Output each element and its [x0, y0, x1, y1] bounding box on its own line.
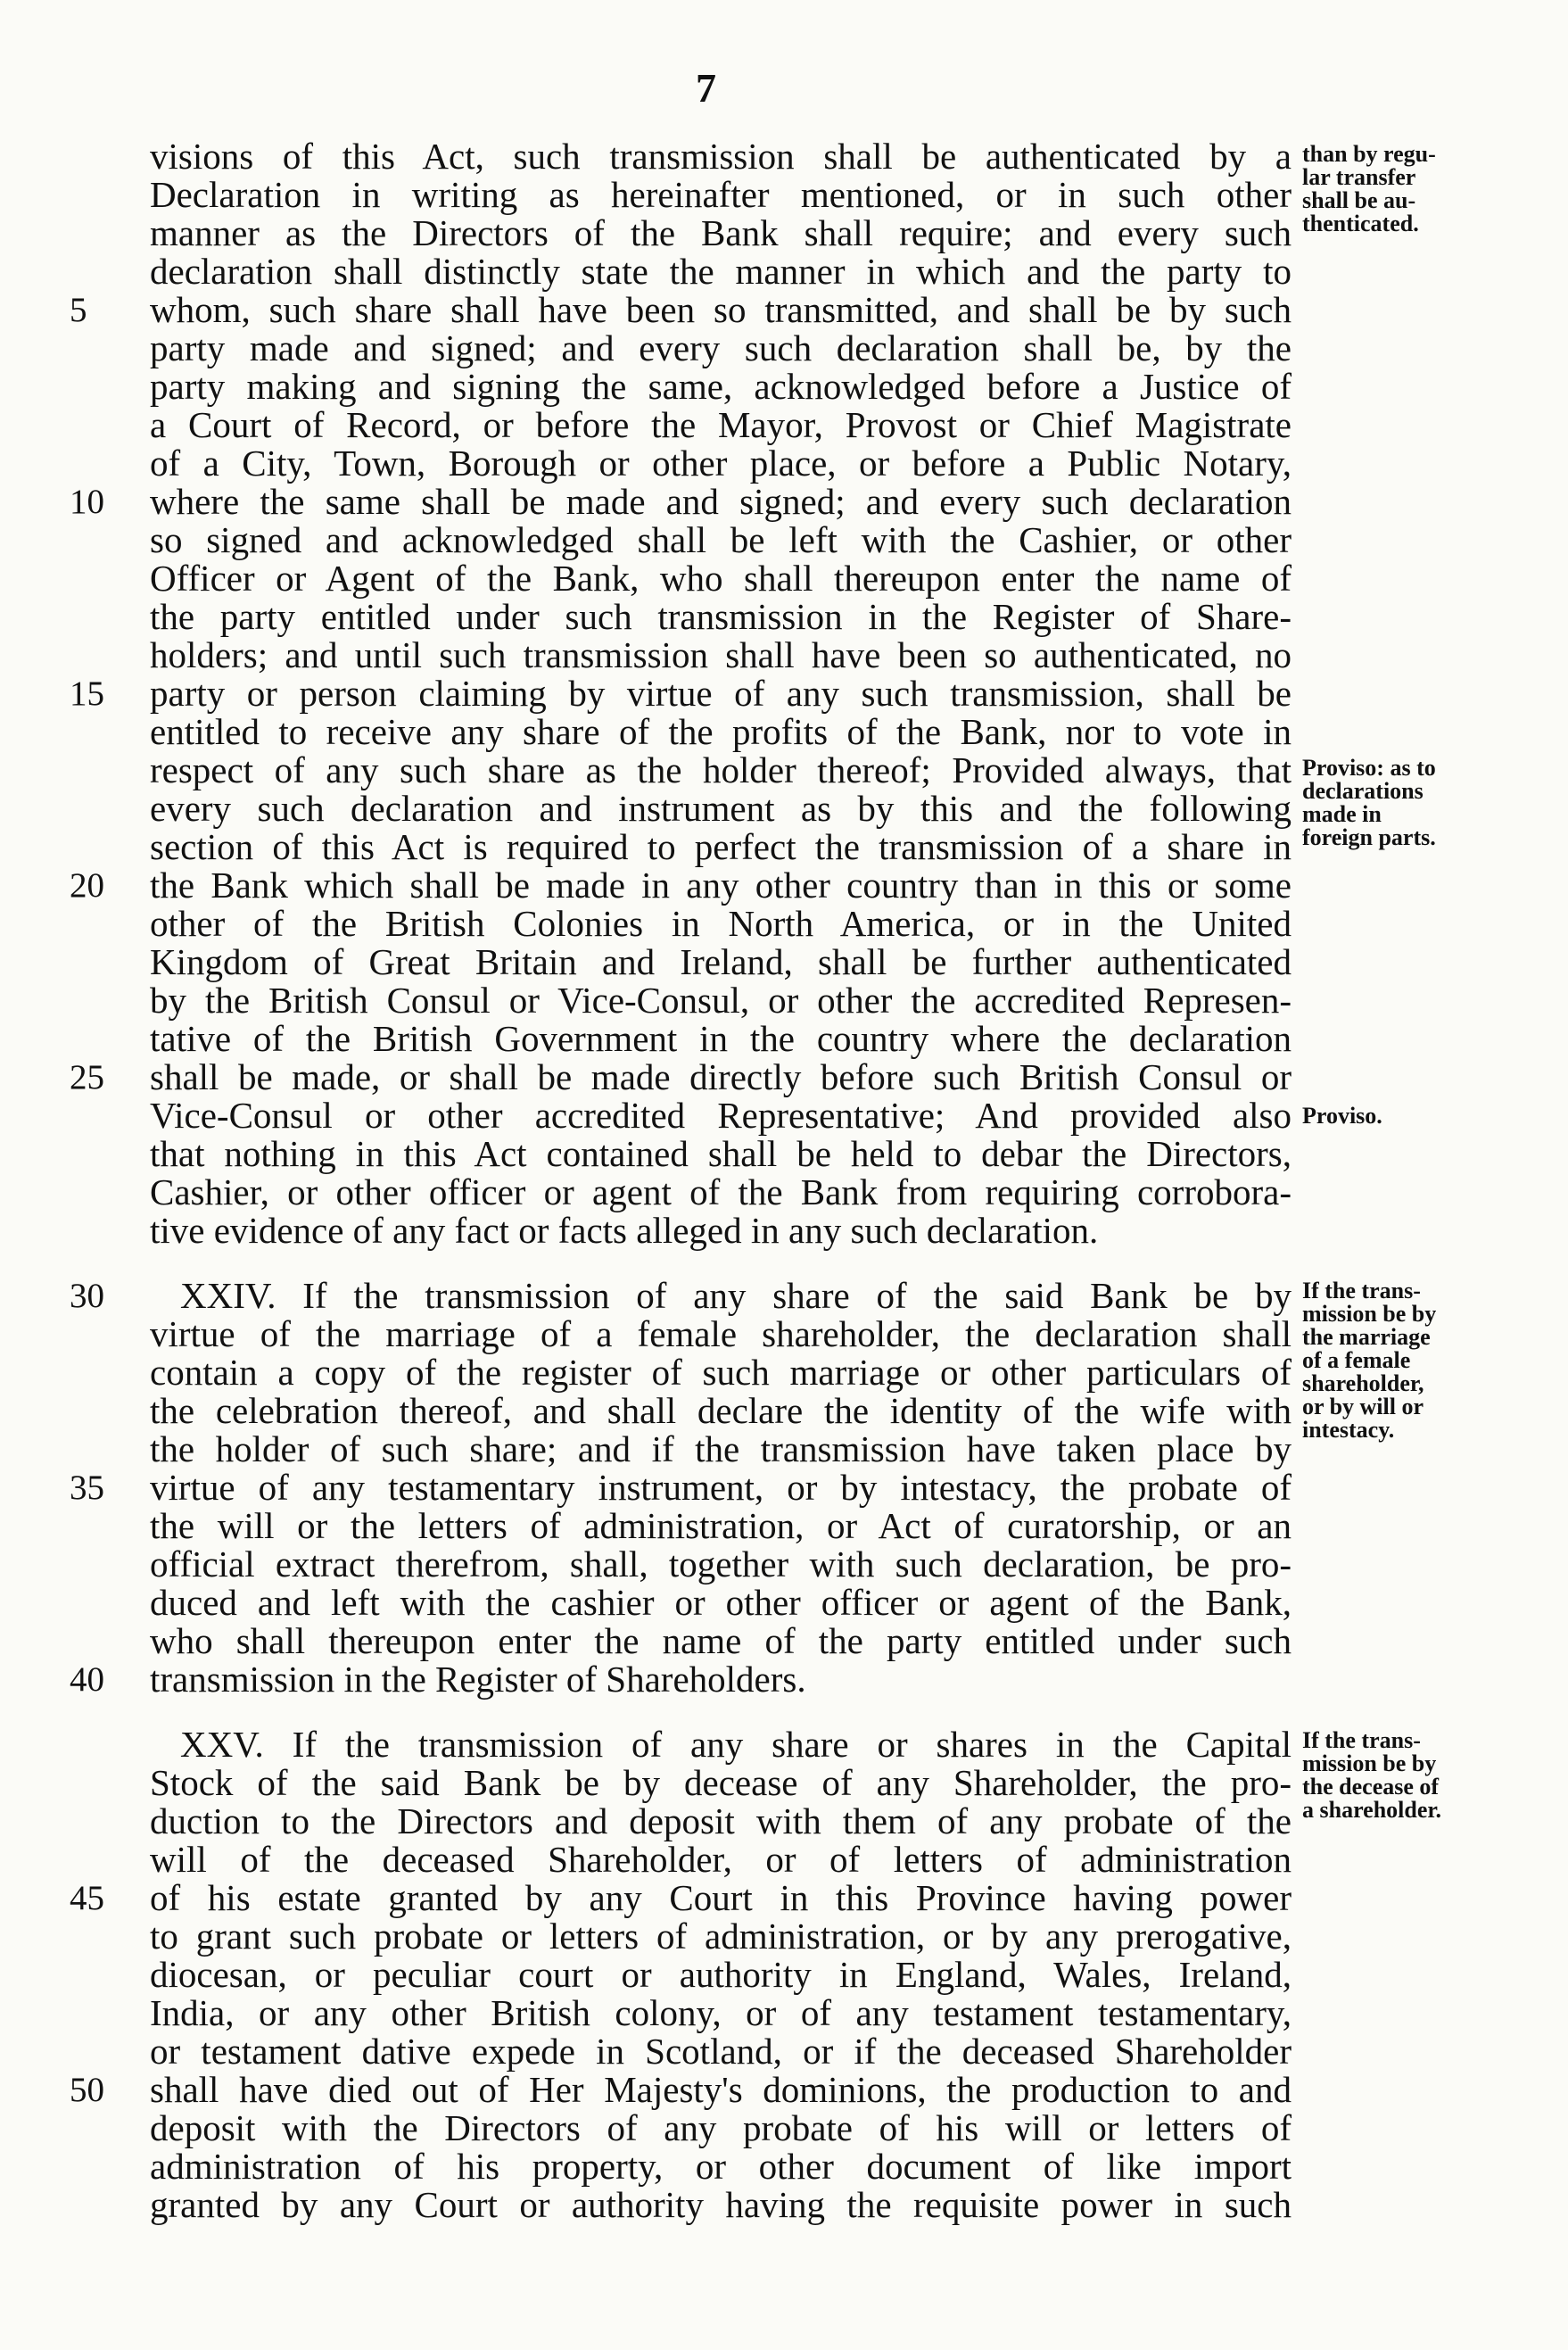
line-number: 40 [70, 1660, 104, 1699]
body-line: deposit with the Directors of any probate of his will or letters of [150, 2107, 1292, 2148]
margin-note-line: foreign parts. [1302, 824, 1436, 850]
margin-note-proviso [1302, 1105, 1561, 1128]
margin-note-line: of a female [1302, 1347, 1411, 1373]
body-line: by the British Consul or Vice-Consul, or other the accredited Represen- [150, 980, 1292, 1021]
body-line: the Bank which shall be made in any other country than in this or some [150, 865, 1292, 906]
body-line: party making and signing the same, acknowledged before a Justice of [150, 366, 1292, 407]
line-number: 30 [70, 1277, 104, 1315]
margin-note-line: shall be au- [1302, 187, 1416, 213]
margin-note-line: mission be by [1302, 1301, 1437, 1327]
body-line: manner as the Directors of the Bank shall require; and every such [150, 212, 1292, 253]
margin-note-line: Proviso. [1302, 1103, 1382, 1129]
line-number: 50 [70, 2071, 104, 2109]
body-line: granted by any Court or authority having the requisite power in such [150, 2184, 1292, 2225]
body-line: official extract therefrom, shall, together with such declaration, be pro- [150, 1543, 1292, 1585]
margin-note-marriage-transmission [1302, 1279, 1561, 1442]
body-line: Stock of the said Bank be by decease of any Shareholder, the pro- [150, 1762, 1292, 1803]
section-heading-line: XXIV. If the transmission of any share of the said Bank be by [180, 1275, 1292, 1316]
body-line: party or person claiming by virtue of any such transmission, shall be [150, 673, 1292, 714]
line-number: 45 [70, 1879, 104, 1917]
body-line: virtue of the marriage of a female shareholder, the declaration shall [150, 1313, 1292, 1354]
margin-note-line: shareholder, [1302, 1370, 1424, 1396]
body-line: section of this Act is required to perfect the transmission of a share in [150, 826, 1292, 867]
margin-note-line: mission be by [1302, 1750, 1437, 1776]
margin-note-line: thenticated. [1302, 211, 1419, 236]
margin-note-line: or by will or [1302, 1394, 1424, 1419]
body-line: respect of any such share as the holder thereof; Provided always, that [150, 749, 1292, 790]
body-line: entitled to receive any share of the profits of the Bank, nor to vote in [150, 711, 1292, 752]
section-heading-line: XXV. If the transmission of any share or shares in the Capital [180, 1724, 1292, 1765]
body-line: a Court of Record, or before the Mayor, Provost or Chief Magistrate [150, 404, 1292, 445]
margin-note-line: intestacy. [1302, 1417, 1395, 1443]
line-number: 5 [70, 291, 87, 329]
page-number: 7 [696, 65, 716, 111]
margin-note-decease-transmission [1302, 1729, 1561, 1822]
body-line: where the same shall be made and signed; and every such declaration [150, 481, 1292, 522]
body-line: that nothing in this Act contained shall be held to debar the Directors, [150, 1133, 1292, 1174]
body-line: tive evidence of any fact or facts alleged in any such declaration. [150, 1210, 1099, 1251]
body-line: the holder of such share; and if the transmission have taken place by [150, 1428, 1292, 1469]
margin-note-line: made in [1302, 801, 1382, 827]
margin-note-line: declarations [1302, 778, 1424, 804]
body-line: every such declaration and instrument as by this and the following [150, 788, 1292, 829]
body-line: Officer or Agent of the Bank, who shall thereupon enter the name of [150, 558, 1292, 599]
body-line: Vice-Consul or other accredited Representative; And provided also [150, 1095, 1292, 1136]
body-line: transmission in the Register of Shareholders. [150, 1659, 806, 1700]
body-line: India, or any other British colony, or of any testament testamentary, [150, 1992, 1292, 2033]
body-line: or testament dative expede in Scotland, or if the deceased Shareholder [150, 2031, 1292, 2072]
margin-note-line: lar transfer [1302, 164, 1416, 190]
margin-note-regular-transfer [1302, 143, 1561, 236]
body-line: will of the deceased Shareholder, or of letters of administration [150, 1839, 1292, 1880]
margin-note-line: If the trans- [1302, 1278, 1421, 1303]
body-line: administration of his property, or other document of like import [150, 2146, 1292, 2187]
body-line: diocesan, or peculiar court or authority in England, Wales, Ireland, [150, 1954, 1292, 1995]
body-line: visions of this Act, such transmission shall be authenticated by a [150, 136, 1292, 177]
line-number: 35 [70, 1469, 104, 1507]
body-line: declaration shall distinctly state the manner in which and the party to [150, 251, 1292, 292]
margin-note-line: a shareholder. [1302, 1797, 1442, 1823]
body-line: holders; and until such transmission shall have been so authenticated, no [150, 634, 1292, 675]
line-number: 25 [70, 1058, 104, 1096]
body-line: the will or the letters of administration, or Act of curatorship, or an [150, 1505, 1292, 1546]
body-line: so signed and acknowledged shall be left with the Cashier, or other [150, 519, 1292, 560]
line-number: 10 [70, 483, 104, 521]
margin-note-foreign-declarations [1302, 757, 1561, 849]
body-line: virtue of any testamentary instrument, or by intestacy, the probate of [150, 1467, 1292, 1508]
body-line: whom, such share shall have been so transmitted, and shall be by such [150, 289, 1292, 330]
margin-note-line: Proviso: as to [1302, 755, 1436, 781]
line-number: 20 [70, 866, 104, 905]
body-line: to grant such probate or letters of administration, or by any prerogative, [150, 1916, 1292, 1957]
line-number: 15 [70, 674, 104, 713]
body-line: the celebration thereof, and shall declare the identity of the wife with [150, 1390, 1292, 1431]
body-line: Kingdom of Great Britain and Ireland, shall be further authenticated [150, 941, 1292, 982]
body-line: shall be made, or shall be made directly before such British Consul or [150, 1056, 1292, 1097]
margin-note-line: than by regu- [1302, 141, 1436, 167]
body-line: of his estate granted by any Court in this Province having power [150, 1877, 1292, 1918]
body-line: shall have died out of Her Majesty's dominions, the production to and [150, 2069, 1292, 2110]
body-line: who shall thereupon enter the name of the party entitled under such [150, 1620, 1292, 1661]
body-line: party made and signed; and every such declaration shall be, by the [150, 327, 1292, 368]
body-line: contain a copy of the register of such marriage or other particulars of [150, 1352, 1292, 1393]
margin-note-line: the marriage [1302, 1324, 1431, 1350]
margin-note-line: the decease of [1302, 1774, 1440, 1800]
body-line: Declaration in writing as hereinafter mentioned, or in such other [150, 174, 1292, 215]
body-line: Cashier, or other officer or agent of the Bank from requiring corrobora- [150, 1171, 1292, 1212]
body-line: tative of the British Government in the country where the declaration [150, 1018, 1292, 1059]
body-line: duced and left with the cashier or other officer or agent of the Bank, [150, 1582, 1292, 1623]
body-line: the party entitled under such transmission in the Register of Share- [150, 596, 1292, 637]
body-line: other of the British Colonies in North America, or in the United [150, 903, 1292, 944]
margin-note-line: If the trans- [1302, 1727, 1421, 1753]
body-line: of a City, Town, Borough or other place, or before a Public Notary, [150, 443, 1292, 484]
body-line: duction to the Directors and deposit with them of any probate of the [150, 1800, 1292, 1841]
